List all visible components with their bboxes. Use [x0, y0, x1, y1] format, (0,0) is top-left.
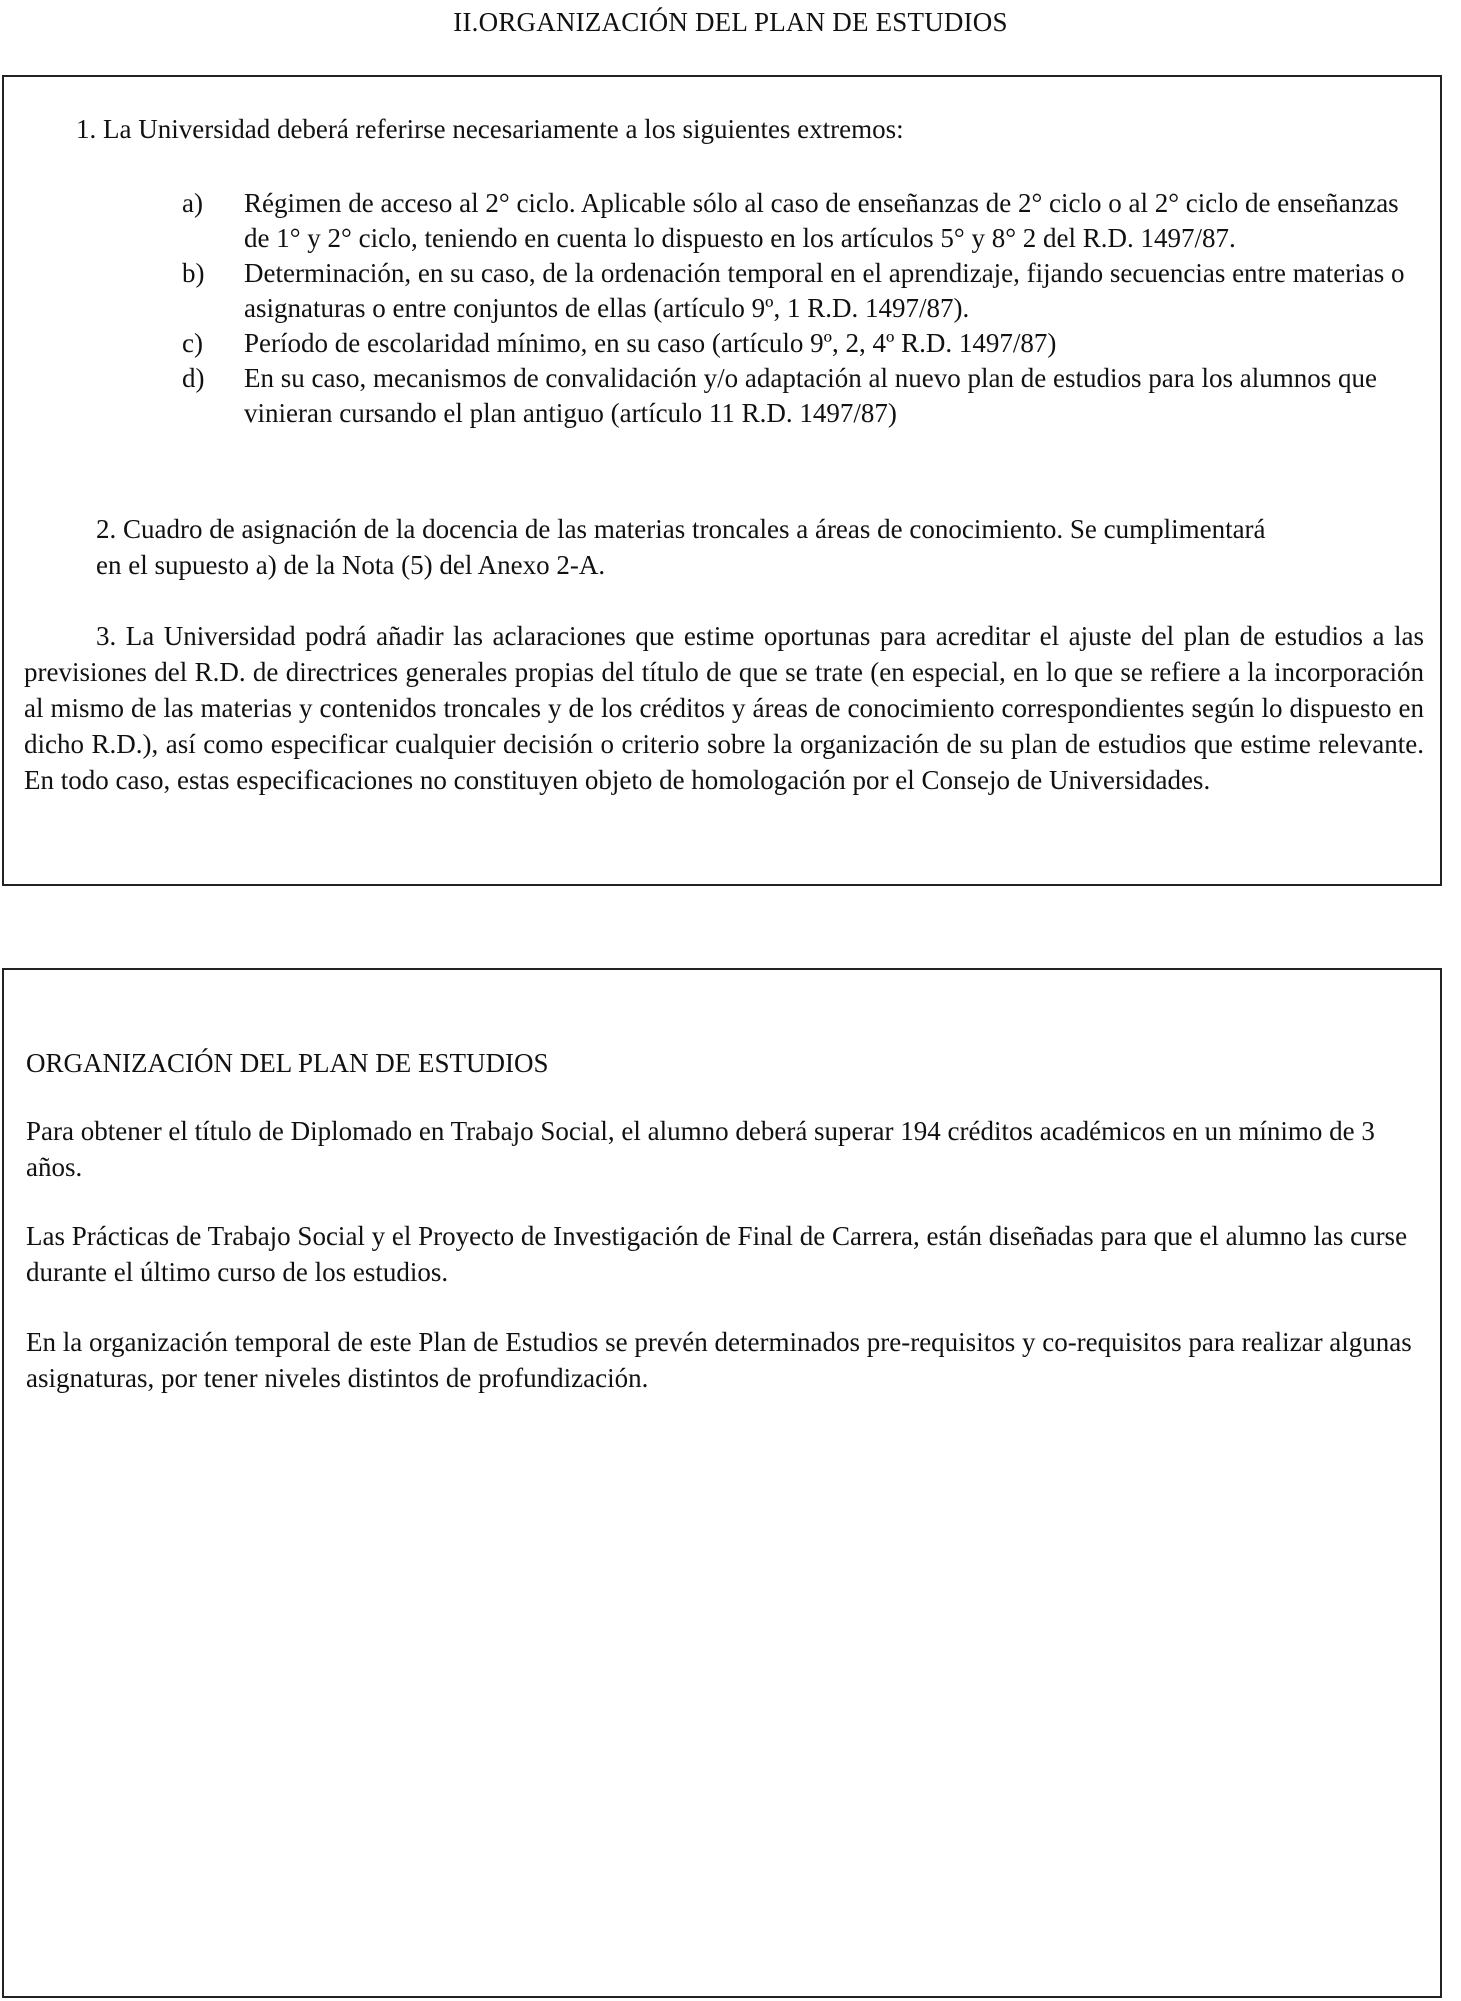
- instruction-item-2: 2. Cuadro de asignación de la docencia de las materias troncales a áreas de conocimiento. Se cumplimentará en el supuesto a) de la Nota (5) del Anexo 2-A.: [96, 514, 1266, 580]
- list-item-letter: d): [182, 363, 205, 393]
- instruction-subitem-list: [182, 186, 1427, 431]
- list-item-letter: c): [182, 328, 203, 358]
- list-item: [182, 186, 1427, 256]
- list-item-text: Período de escolaridad mínimo, en su caso (artículo 9º, 2, 4º R.D. 1497/87): [244, 328, 1057, 358]
- organization-title: ORGANIZACIÓN DEL PLAN DE ESTUDIOS: [26, 1048, 549, 1078]
- list-item-text: Régimen de acceso al 2° ciclo. Aplicable sólo al caso de enseñanzas de 2° ciclo o al 2° ciclo de enseñanzas de 1° y 2° ciclo, teniendo en cuenta lo dispuesto en los artículos 5° y 8° 2 del R.D. 1497/87.: [244, 188, 1399, 253]
- instruction-item-3: 3. La Universidad podrá añadir las aclaraciones que estime oportunas para acreditar el ajuste del plan de estudios a las previsiones del R.D. de directrices generales propias del título de que se trate (en especial, en lo que se refiere a la incorporación al mismo de las materias y contenidos troncales y de los créditos y áreas de conocimiento correspondientes según lo dispuesto en dicho R.D.), así como especificar cualquier decisión o criterio sobre la organización de su plan de estudios que estime relevante. En todo caso, estas especificaciones no constituyen objeto de homologación por el Consejo de Universidades.: [24, 621, 1424, 795]
- list-item: [182, 326, 1427, 361]
- instruction-item-1: 1. La Universidad deberá referirse necesariamente a los siguientes extremos:: [76, 114, 904, 144]
- list-item-letter: b): [182, 258, 205, 288]
- organization-paragraph-3: En la organización temporal de este Plan de Estudios se prevén determinados pre-requisitos y co-requisitos para realizar algunas asignaturas, por tener niveles distintos de profundización.: [26, 1327, 1412, 1393]
- list-item-text: Determinación, en su caso, de la ordenación temporal en el aprendizaje, fijando secuencias entre materias o asignaturas o entre conjuntos de ellas (artículo 9º, 1 R.D. 1497/87).: [244, 258, 1405, 323]
- list-item: [182, 361, 1427, 431]
- list-item-letter: a): [182, 188, 203, 218]
- page-title: II.ORGANIZACIÓN DEL PLAN DE ESTUDIOS: [453, 7, 1008, 37]
- list-item: [182, 256, 1427, 326]
- organization-paragraph-1: Para obtener el título de Diplomado en Trabajo Social, el alumno deberá superar 194 créditos académicos en un mínimo de 3 años.: [26, 1116, 1375, 1182]
- list-item-text: En su caso, mecanismos de convalidación y/o adaptación al nuevo plan de estudios para los alumnos que vinieran cursando el plan antiguo (artículo 11 R.D. 1497/87): [244, 363, 1377, 428]
- organization-paragraph-2: Las Prácticas de Trabajo Social y el Proyecto de Investigación de Final de Carrera, están diseñadas para que el alumno las curse durante el último curso de los estudios.: [26, 1221, 1408, 1287]
